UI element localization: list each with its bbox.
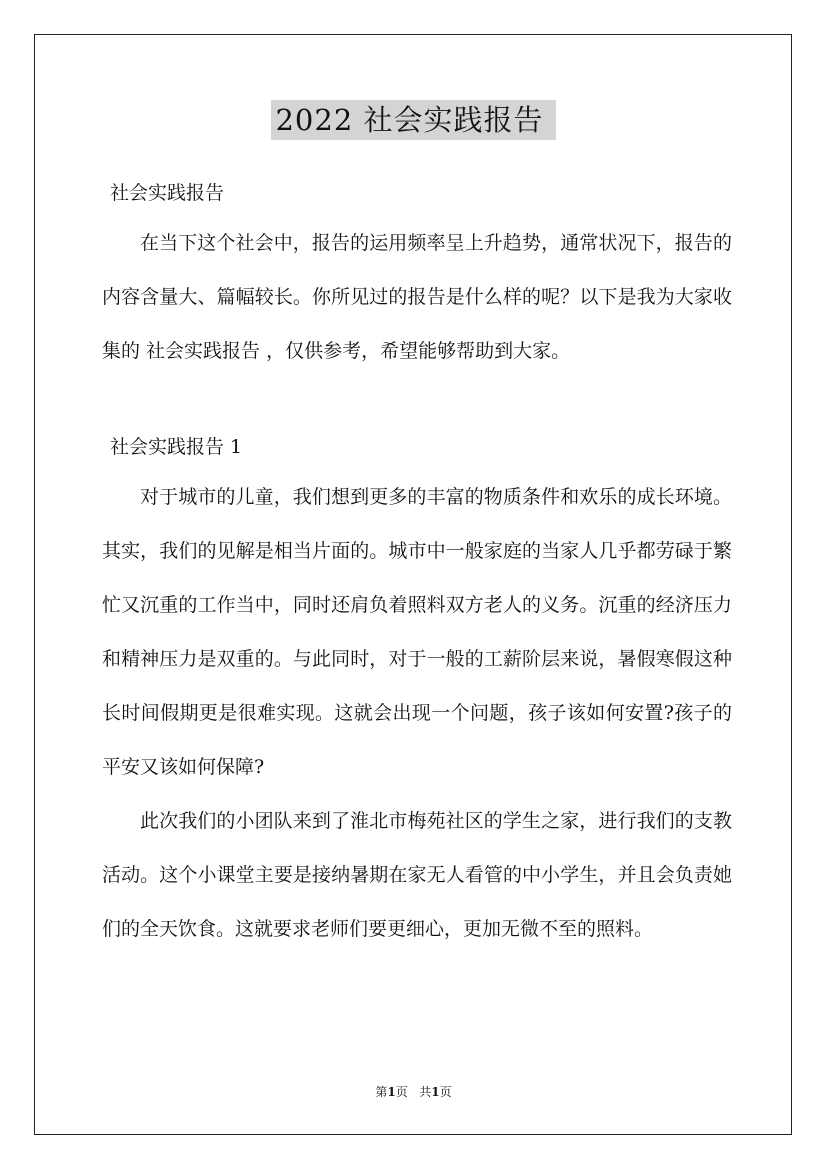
section-heading: 社会实践报告 1 (110, 436, 243, 458)
total-number: 1 (431, 1085, 440, 1099)
page-number: 1 (387, 1085, 396, 1099)
page-suffix: 页 (395, 1085, 408, 1099)
intro-paragraph: 在当下这个社会中，报告的运用频率呈上升趋势，通常状况下，报告的内容含量大、篇幅较长。你所见过的报告是什么样的呢？以下是我为大家收集的 社会实践报告 ，仅供参考，希望能够帮助到大家。 (102, 232, 732, 362)
section-gap (102, 378, 732, 424)
title-wrap (0, 100, 827, 140)
page-prefix: 第 (375, 1085, 388, 1099)
page-footer (0, 1083, 827, 1101)
intro-heading: 社会实践报告 (110, 182, 225, 204)
total-suffix: 页 (439, 1085, 452, 1099)
document-body (102, 170, 732, 956)
document-title: 2022 社会实践报告 (271, 100, 555, 140)
body-paragraph: 对于城市的儿童，我们想到更多的丰富的物质条件和欢乐的成长环境。其实，我们的见解是相当片面的。城市中一般家庭的当家人几乎都劳碌于繁忙又沉重的工作当中，同时还肩负着照料双方老人的义务。沉重的经济压力和精神压力是双重的。与此同时，对于一般的工薪阶层来说，暑假寒假这种长时间假期更是很难实现。这就会出现一个问题，孩子该如何安置?孩子的平安又该如何保障? (102, 486, 732, 778)
total-prefix: 共 (419, 1085, 432, 1099)
body-paragraph: 此次我们的小团队来到了淮北市梅苑社区的学生之家，进行我们的支教活动。这个小课堂主要是接纳暑期在家无人看管的中小学生，并且会负责她们的全天饮食。这就要求老师们要更细心，更加无微不至的照料。 (102, 810, 732, 940)
